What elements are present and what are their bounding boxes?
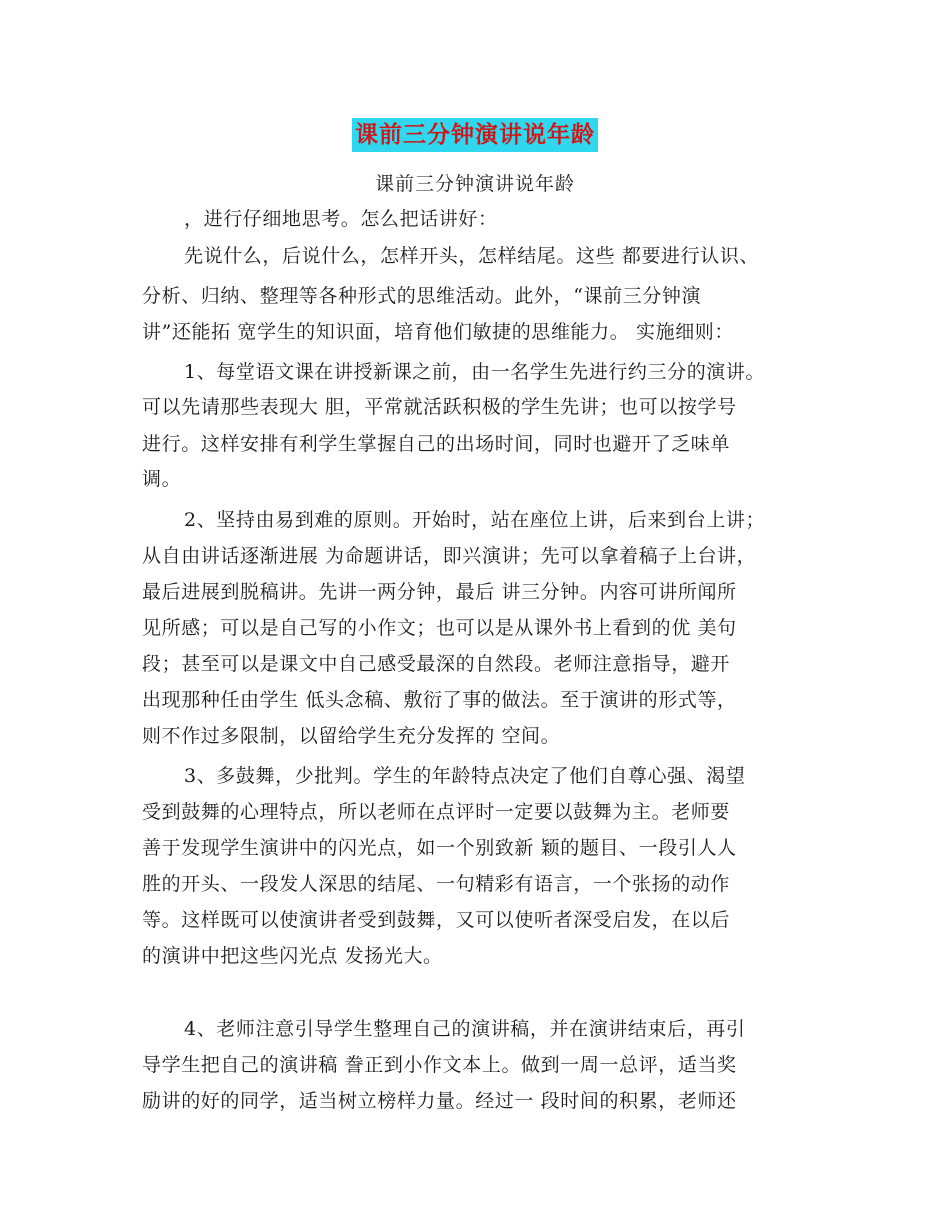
text-line: 先说什么，后说什么，怎样开头，怎样结尾。这些 都要进行认识、	[184, 245, 760, 267]
text-line: 进行。这样安排有利学生掌握自己的出场时间，同时也避开了乏味单	[142, 433, 731, 455]
text-line: 段；甚至可以是课文中自己感受最深的自然段。老师注意指导，避开	[142, 653, 731, 675]
text-line: 调。	[142, 468, 182, 490]
text-line: 胜的开头、一段发人深思的结尾、一句精彩有语言，一个张扬的动作	[142, 873, 731, 895]
text-line: 4、老师注意引导学生整理自己的演讲稿，并在演讲结束后，再引	[184, 1018, 746, 1040]
document-subtitle: 课前三分钟演讲说年龄	[374, 173, 575, 195]
text-line: 2、坚持由易到难的原则。开始时，站在座位上讲，后来到台上讲；	[184, 509, 766, 531]
text-line: 分析、归纳、整理等各种形式的思维活动。此外，“课前三分钟演	[142, 285, 702, 307]
text-line: 见所感；可以是自己写的小作文；也可以是从课外书上看到的优 美句	[142, 617, 737, 639]
text-line: 受到鼓舞的心理特点，所以老师在点评时一定要以鼓舞为主。老师要	[142, 801, 731, 823]
text-line: 等。这样既可以使演讲者受到鼓舞，又可以使听者深受启发，在以后	[142, 909, 731, 931]
text-line: 导学生把自己的演讲稿 誊正到小作文本上。做到一周一总评，适当奖	[142, 1054, 737, 1076]
text-line: ，进行仔细地思考。怎么把话讲好：	[184, 208, 498, 230]
text-line: 讲”还能拓 宽学生的知识面，培育他们敏捷的思维能力。 实施细则：	[142, 321, 734, 343]
text-line: 最后进展到脱稿讲。先讲一两分钟，最后 讲三分钟。内容可讲所闻所	[142, 581, 737, 603]
text-line: 从自由讲话逐渐进展 为命题讲话，即兴演讲；先可以拿着稿子上台讲，	[142, 545, 757, 567]
text-line: 3、多鼓舞，少批判。学生的年龄特点决定了他们自尊心强、渴望	[184, 765, 746, 787]
text-line: 可以先请那些表现大 胆，平常就活跃积极的学生先讲；也可以按学号	[142, 396, 737, 418]
title-highlight: 课前三分钟演讲说年龄	[352, 118, 598, 152]
text-line: 1、每堂语文课在讲授新课之前，由一名学生先进行约三分的演讲。	[184, 361, 766, 383]
document-title	[0, 112, 950, 152]
text-line: 则不作过多限制，以留给学生充分发挥的 空间。	[142, 725, 561, 747]
text-line: 的演讲中把这些闪光点 发扬光大。	[142, 945, 443, 967]
text-line: 出现那种任由学生 低头念稿、敷衍了事的做法。至于演讲的形式等，	[142, 689, 737, 711]
text-line: 励讲的好的同学，适当树立榜样力量。经过一 段时间的积累，老师还	[142, 1090, 737, 1112]
text-line: 善于发现学生演讲中的闪光点，如一个别致新 颖的题目、一段引人人	[142, 837, 737, 859]
